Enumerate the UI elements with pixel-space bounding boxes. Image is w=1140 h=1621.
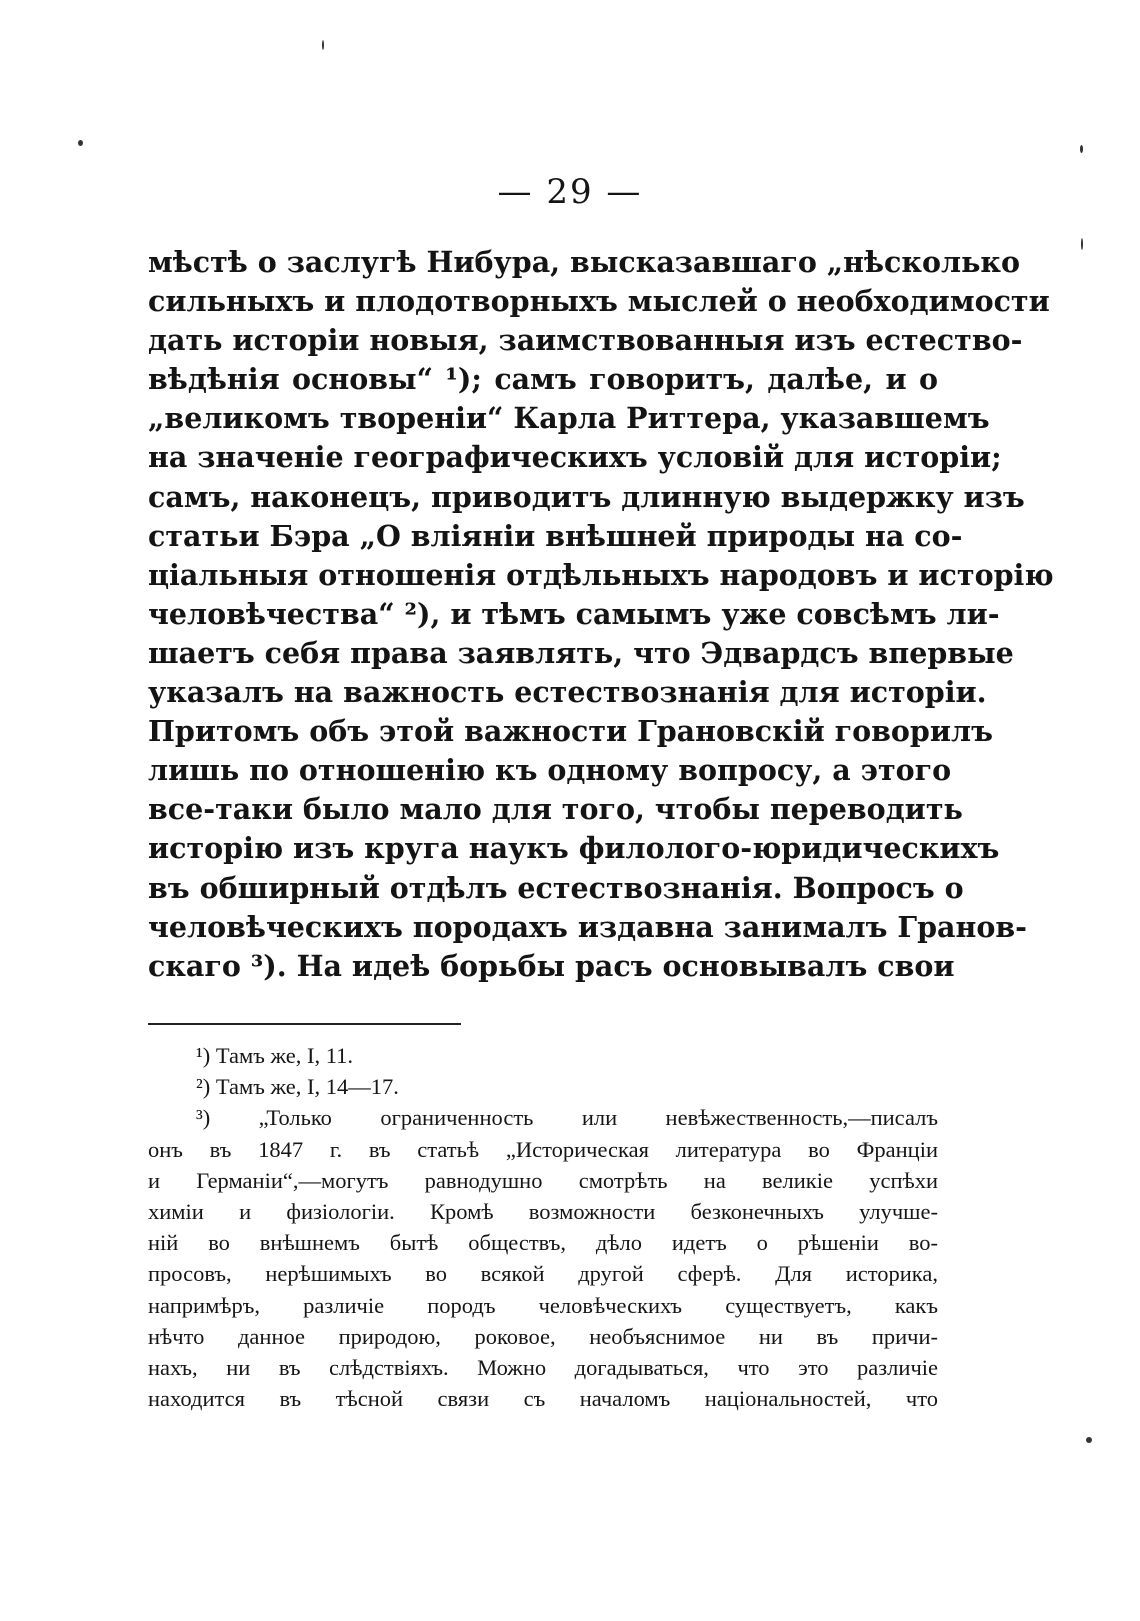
footnote-3-line: нахъ, ни въ слѣдствіяхъ. Можно догадываться, что это различіе (148, 1355, 938, 1381)
text-line: на значеніе географическихъ условій для исторіи; (148, 440, 1002, 475)
footnote-3-line: напримѣръ, различіе породъ человѣческихъ существуетъ, какъ (148, 1292, 938, 1318)
footnote-3-line: онъ въ 1847 г. въ статьѣ „Историческая литература во Франціи (148, 1136, 938, 1162)
footnote-3-line: находится въ тѣсной связи съ началомъ національностей, что (148, 1386, 938, 1412)
text-line: статьи Бэра „О вліяніи внѣшней природы на со- (148, 518, 963, 553)
text-line: ціальныя отношенія отдѣльныхъ народовъ и исторію (148, 557, 1054, 592)
text-line: указалъ на важность естествознанія для исторіи. (148, 675, 987, 710)
text-line: самъ, наконецъ, приводитъ длинную выдержку изъ (148, 479, 1025, 514)
text-line: сильныхъ и плодотворныхъ мыслей о необходимости (148, 284, 1050, 319)
scan-speck (1080, 145, 1083, 153)
footnote-3-line: химіи и физіологіи. Кромѣ возможности безконечныхъ улучше- (148, 1199, 938, 1225)
text-line: въ обширный отдѣлъ естествознанія. Вопросъ о (148, 870, 964, 905)
page-number: — 29 — (497, 172, 643, 212)
footnote-1: ¹) Тамъ же, I, 11. (196, 1043, 354, 1068)
text-line: Притомъ объ этой важности Грановскій говорилъ (148, 714, 993, 749)
scan-speck (1086, 1437, 1092, 1443)
text-line: „великомъ твореніи“ Карла Риттера, указавшемъ (148, 401, 990, 436)
scan-speck (1081, 238, 1083, 250)
text-line: вѣдѣнія основы“ ¹); самъ говоритъ, далѣе, и о (148, 362, 938, 397)
scan-speck (322, 40, 324, 50)
footnotes (148, 1040, 938, 1414)
text-line: дать исторіи новыя, заимствованныя изъ естество- (148, 323, 1023, 358)
text-line: человѣческихъ породахъ издавна занималъ Гранов- (148, 909, 1027, 944)
footnote-3-line: и Германіи“,—могутъ равнодушно смотрѣть на великіе успѣхи (148, 1167, 938, 1193)
scan-speck (78, 140, 83, 146)
main-text (148, 243, 1054, 986)
footnote-separator (148, 1023, 461, 1025)
footnote-3-line: нѣчто данное природою, роковое, необъяснимое ни въ причи- (148, 1323, 938, 1349)
footnote-3-line: ³) „Только ограниченность или невѣжественность,—писалъ (196, 1105, 938, 1131)
text-line: все-таки было мало для того, чтобы переводить (148, 792, 963, 827)
text-line: исторію изъ круга наукъ филолого-юридическихъ (148, 831, 1000, 866)
footnote-3-line: ній во внѣшнемъ бытѣ обществъ, дѣло идетъ о рѣшеніи во- (148, 1230, 938, 1256)
text-line: скаго ³). На идеѣ борьбы расъ основывалъ свои (148, 948, 955, 983)
text-line: человѣчества“ ²), и тѣмъ самымъ уже совсѣмъ ли- (148, 596, 1000, 631)
text-line: лишь по отношенію къ одному вопросу, а этого (148, 753, 952, 788)
text-line: шаетъ себя права заявлять, что Эдвардсъ впервые (148, 635, 1014, 670)
footnote-2: ²) Тамъ же, I, 14—17. (196, 1074, 399, 1100)
text-line: мѣстѣ о заслугѣ Нибура, высказавшаго „нѣсколько (148, 245, 1021, 279)
footnote-3-line: просовъ, нерѣшимыхъ во всякой другой сферѣ. Для историка, (148, 1261, 938, 1287)
